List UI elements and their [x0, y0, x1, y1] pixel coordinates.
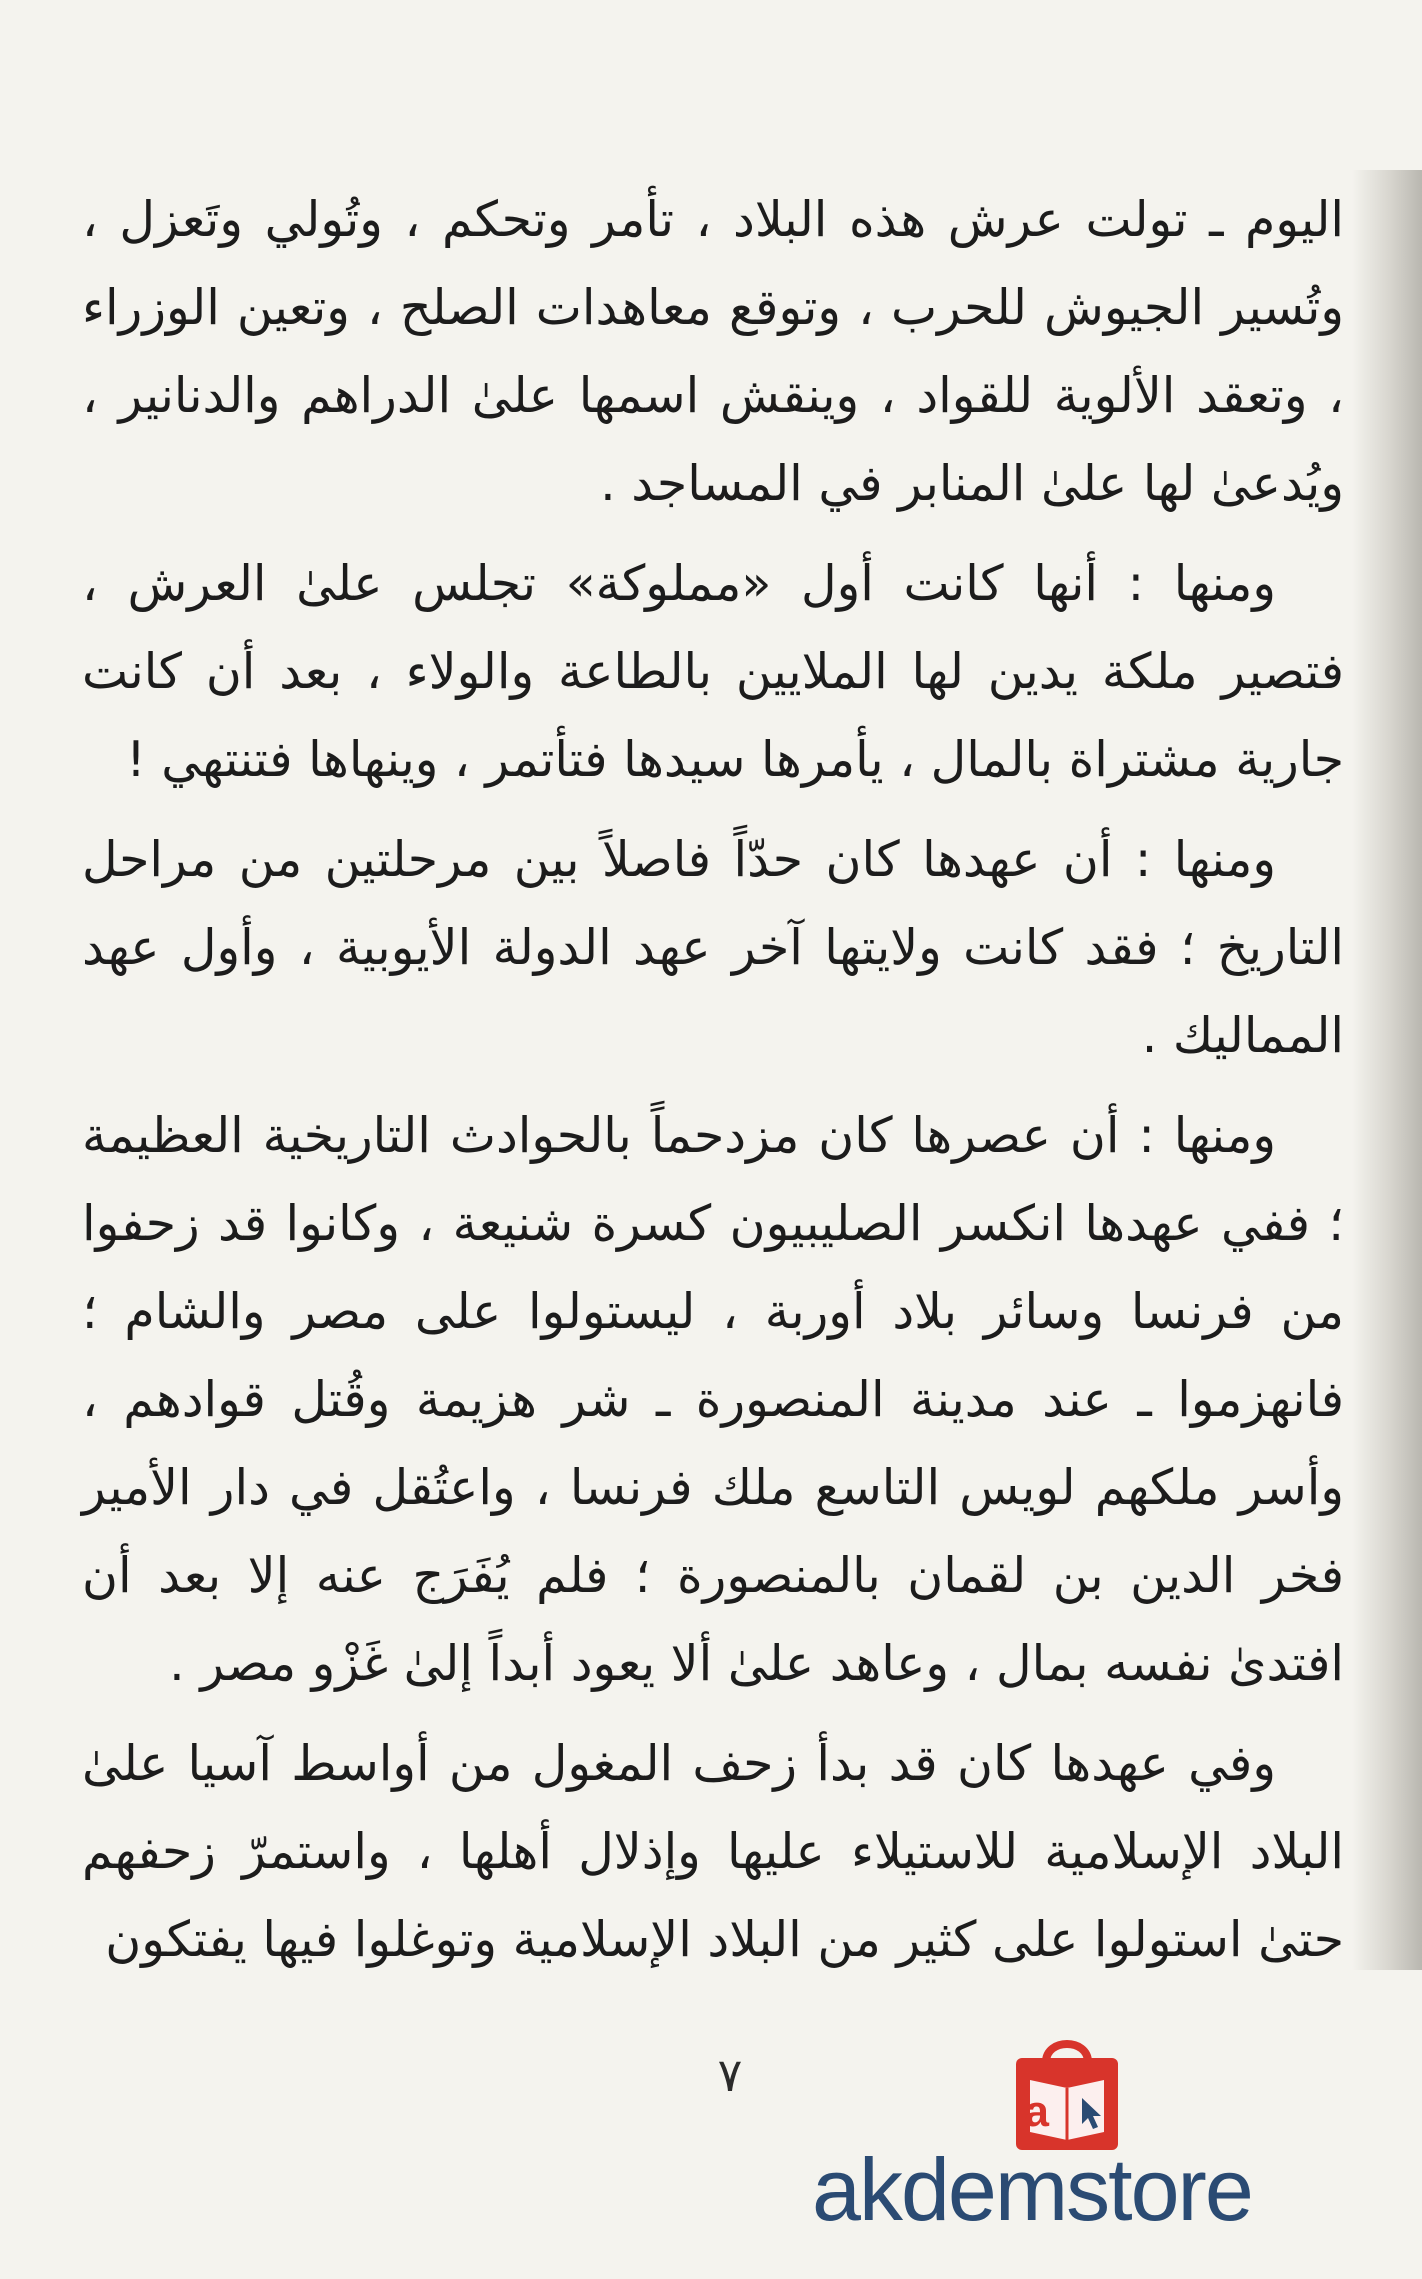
brand-name: akdemstore	[812, 2140, 1252, 2239]
paragraph-5: وفي عهدها كان قد بدأ زحف المغول من أواسط آسيا علىٰ البلاد الإسلامية للاستيلاء عليها وإذلال أهلها ، واستمرّ زحفهم حتىٰ استولوا على كثير من البلاد الإسلامية وتوغلوا فيها يفتكون	[82, 1735, 1344, 1968]
page-edge-shadow	[1352, 170, 1422, 1970]
paragraph-4: ومنها : أن عصرها كان مزدحماً بالحوادث التاريخية العظيمة ؛ ففي عهدها انكسر الصليبيون كسرة شنيعة ، وكانوا قد زحفوا من فرنسا وسائر بلاد أوربة ، ليستولوا على مصر والشام ؛ فانهزموا ـ عند مدينة المنصورة ـ شر هزيمة وقُتل قوادهم ، وأسر ملكهم لويس التاسع ملك فرنسا ، واعتُقل في دار الأمير فخر الدين بن لقمان بالمنصورة ؛ فلم يُفَرَج عنه إلا بعد أن افتدىٰ نفسه بمال ، وعاهد علىٰ ألا يعود أبداً إلىٰ غَزْو مصر .	[82, 1107, 1344, 1692]
paragraph-1: اليوم ـ تولت عرش هذه البلاد ، تأمر وتحكم ، وتُولي وتَعزل ، وتُسير الجيوش للحرب ، وتوقع معاهدات الصلح ، وتعين الوزراء ، وتعقد الألوية للقواد ، وينقش اسمها علىٰ الدراهم والدنانير ، ويُدعىٰ لها علىٰ المنابر في المساجد .	[82, 191, 1344, 512]
akdemstore-watermark	[812, 2028, 1342, 2238]
page-number: ٧	[717, 2048, 743, 2102]
paragraph-2: ومنها : أنها كانت أول «مملوكة» تجلس علىٰ العرش ، فتصير ملكة يدين لها الملايين بالطاعة والولاء ، بعد أن كانت جارية مشتراة بالمال ، يأمرها سيدها فتأتمر ، وينهاها فتنتهي !	[82, 555, 1344, 788]
paragraph-3: ومنها : أن عهدها كان حدّاً فاصلاً بين مرحلتين من مراحل التاريخ ؛ فقد كانت ولايتها آخر عهد الدولة الأيوبية ، وأول عهد المماليك .	[82, 831, 1344, 1064]
icon-letter: a	[1024, 2087, 1049, 2136]
page-body-text	[82, 176, 1344, 1984]
shopping-bag-book-icon	[1002, 2028, 1132, 2158]
